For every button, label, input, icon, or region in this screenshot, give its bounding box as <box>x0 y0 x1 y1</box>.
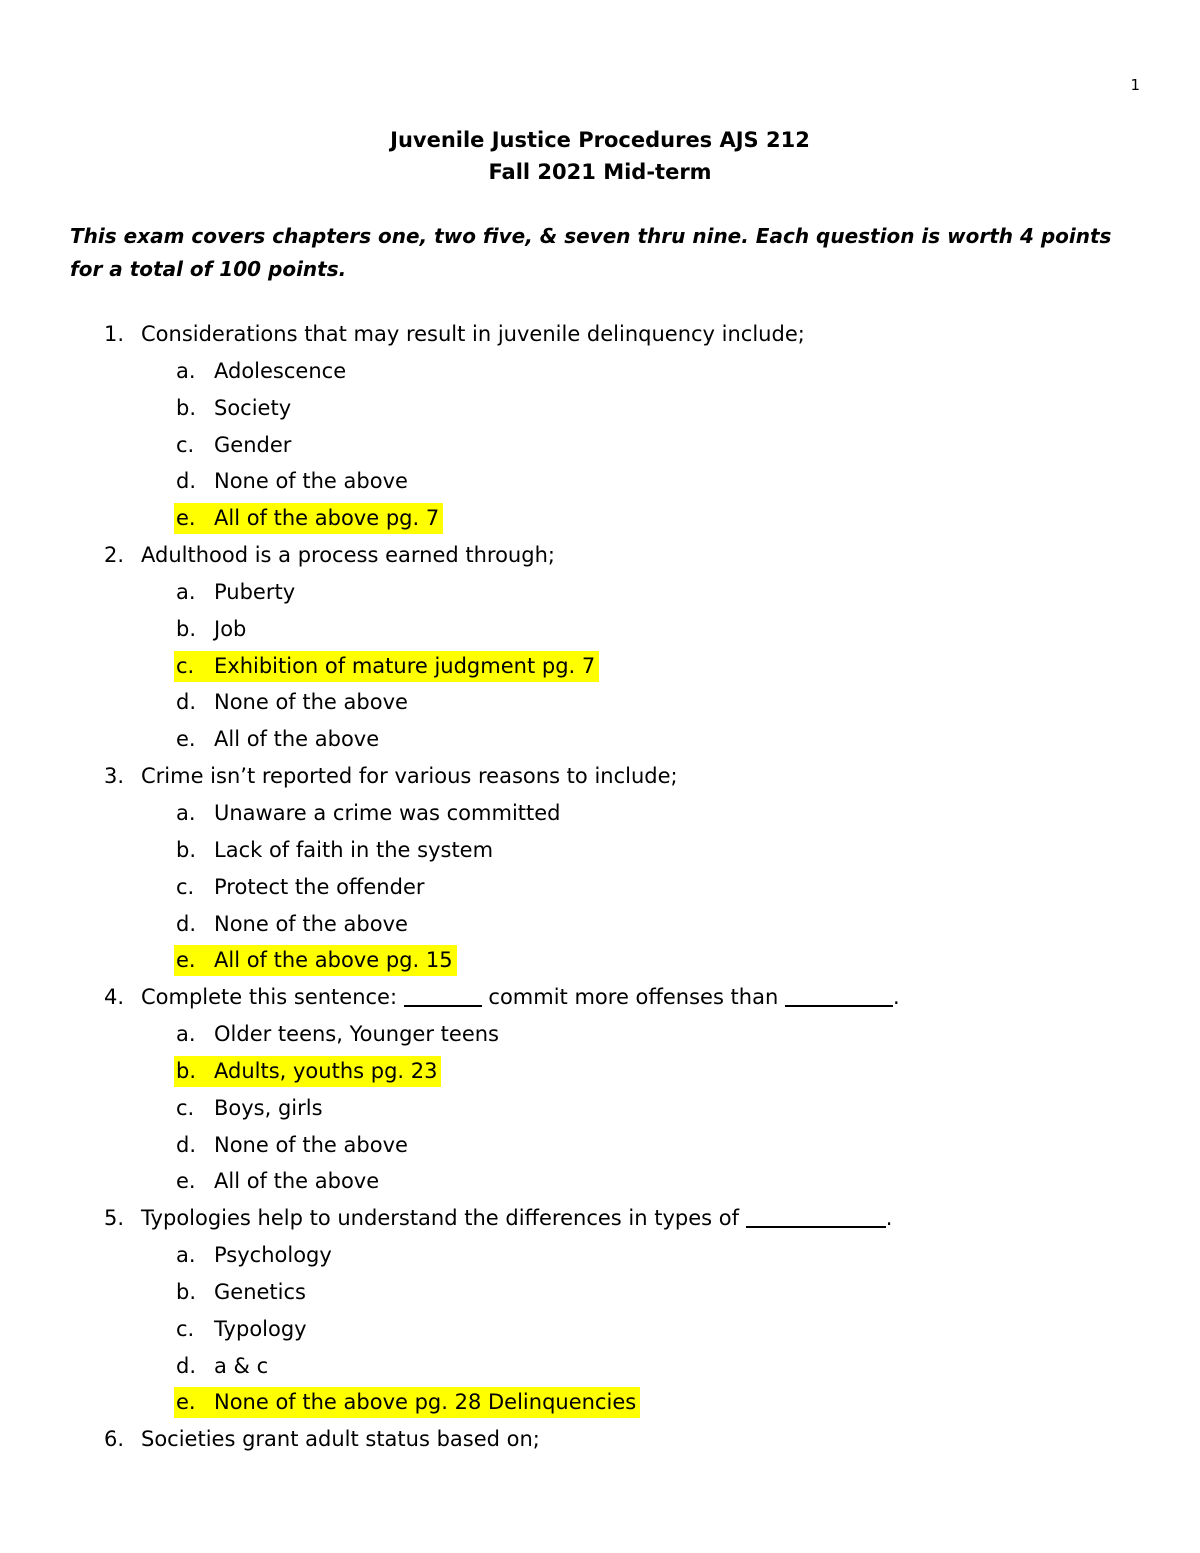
question-row <box>0 758 1200 795</box>
option-highlight <box>174 724 383 755</box>
option-letter: d. <box>176 911 197 936</box>
question-number: 2. <box>104 543 125 568</box>
question-number: 3. <box>104 764 125 789</box>
question-number: 1. <box>104 322 125 346</box>
option-highlight <box>174 1019 503 1050</box>
option-letter: b. <box>176 395 197 420</box>
option-letter: e. <box>176 1390 196 1415</box>
option-letter: a. <box>176 358 196 383</box>
answer-option <box>0 390 1200 427</box>
option-letter: c. <box>176 432 195 457</box>
option-letter: c. <box>176 1095 195 1120</box>
option-letter: c. <box>176 874 195 899</box>
question-3 <box>0 758 1200 979</box>
option-highlight <box>174 503 443 534</box>
exam-subtitle: Fall 2021 Mid-term <box>488 160 712 184</box>
answer-option <box>0 795 1200 832</box>
question-text: Considerations that may result in juvenile delinquency include; <box>141 322 805 346</box>
question-text: Societies grant adult status based on; <box>141 1427 540 1452</box>
question-text: Adulthood is a process earned through; <box>141 543 555 568</box>
answer-option <box>0 1163 1200 1200</box>
answer-option <box>0 1384 1200 1421</box>
option-text: Protect the offender <box>214 874 425 899</box>
option-highlight <box>174 466 412 497</box>
option-letter: e. <box>176 948 196 973</box>
option-highlight <box>174 1387 640 1418</box>
answer-option <box>0 1090 1200 1127</box>
option-letter: c. <box>176 1316 195 1341</box>
option-text: Adults, youths pg. 23 <box>214 1058 438 1083</box>
question-number: 4. <box>104 985 125 1010</box>
option-highlight <box>174 1130 412 1161</box>
option-highlight <box>174 687 412 718</box>
option-highlight <box>174 430 295 461</box>
option-text: None of the above pg. 28 Delinquencies <box>214 1390 637 1415</box>
option-text: Job <box>214 616 247 641</box>
answer-option <box>0 500 1200 537</box>
option-highlight <box>174 651 599 682</box>
option-text: Adolescence <box>214 358 347 383</box>
option-highlight <box>174 1093 327 1124</box>
option-letter: b. <box>176 1279 197 1304</box>
option-letter: a. <box>176 800 196 825</box>
option-highlight <box>174 1277 310 1308</box>
option-text: None of the above <box>214 911 408 936</box>
answer-blank <box>746 1202 886 1228</box>
question-row <box>0 537 1200 574</box>
question-row <box>0 1421 1200 1458</box>
answer-option <box>0 1053 1200 1090</box>
page-number: 1 <box>1130 76 1140 94</box>
option-highlight <box>174 614 250 645</box>
option-text: Lack of faith in the system <box>214 837 494 862</box>
option-letter: b. <box>176 616 197 641</box>
option-highlight <box>174 393 295 424</box>
question-1 <box>0 316 1200 537</box>
question-text-part: . <box>892 985 900 1010</box>
answer-option <box>0 574 1200 611</box>
question-text-part: commit more offenses than <box>481 985 785 1010</box>
option-letter: e. <box>176 506 196 531</box>
answer-option <box>0 1274 1200 1311</box>
option-highlight <box>174 577 299 608</box>
question-text-part: . <box>885 1206 893 1231</box>
option-highlight <box>174 909 412 940</box>
option-text: Puberty <box>214 579 296 604</box>
option-text: Boys, girls <box>214 1095 323 1120</box>
option-text: Psychology <box>214 1243 332 1268</box>
answer-option <box>0 427 1200 464</box>
answer-blank <box>404 981 482 1007</box>
option-text: All of the above pg. 7 <box>214 506 440 531</box>
answer-option <box>0 869 1200 906</box>
question-text: Crime isn’t reported for various reasons to include; <box>141 764 678 789</box>
answer-option <box>0 721 1200 758</box>
answer-option <box>0 648 1200 685</box>
option-highlight <box>174 1166 383 1197</box>
option-text: Typology <box>214 1316 307 1341</box>
option-highlight <box>174 1351 272 1382</box>
option-letter: e. <box>176 1169 196 1194</box>
option-text: Unaware a crime was committed <box>214 800 561 825</box>
option-text: None of the above <box>214 469 408 494</box>
question-row <box>0 316 1200 353</box>
option-letter: d. <box>176 690 197 715</box>
exam-header <box>0 124 1200 188</box>
option-letter: a. <box>176 1022 196 1047</box>
option-letter: b. <box>176 837 197 862</box>
option-highlight <box>174 356 350 387</box>
option-text: Gender <box>214 432 292 457</box>
question-text-part: Complete this sentence: <box>141 985 404 1010</box>
answer-option <box>0 906 1200 943</box>
option-letter: b. <box>176 1058 197 1083</box>
question-number: 5. <box>104 1206 125 1231</box>
question-list <box>0 316 1200 1458</box>
answer-option <box>0 611 1200 648</box>
option-text: a & c <box>214 1353 269 1378</box>
option-letter: e. <box>176 727 196 752</box>
answer-option <box>0 1016 1200 1053</box>
exam-instructions: This exam covers chapters one, two five, & seven thru nine. Each question is worth 4 points for a total of 100 points. <box>70 224 1112 281</box>
question-row <box>0 979 1200 1016</box>
question-number: 6. <box>104 1427 125 1452</box>
answer-option <box>0 942 1200 979</box>
answer-option <box>0 1237 1200 1274</box>
answer-option <box>0 1311 1200 1348</box>
option-letter: d. <box>176 1132 197 1157</box>
option-text: Society <box>214 395 292 420</box>
question-5 <box>0 1200 1200 1421</box>
option-highlight <box>174 835 497 866</box>
exam-title: Juvenile Justice Procedures AJS 212 <box>390 128 810 152</box>
option-text: Exhibition of mature judgment pg. 7 <box>214 653 596 678</box>
option-highlight <box>174 1240 336 1271</box>
option-text: All of the above <box>214 727 380 752</box>
answer-blank <box>785 981 893 1007</box>
option-text: All of the above pg. 15 <box>214 948 453 973</box>
option-letter: d. <box>176 1353 197 1378</box>
answer-option <box>0 1348 1200 1385</box>
option-letter: c. <box>176 653 195 678</box>
answer-option <box>0 353 1200 390</box>
option-text: None of the above <box>214 1132 408 1157</box>
option-text: None of the above <box>214 690 408 715</box>
option-highlight <box>174 945 457 976</box>
option-highlight <box>174 798 565 829</box>
option-letter: a. <box>176 579 196 604</box>
answer-option <box>0 1127 1200 1164</box>
answer-option <box>0 463 1200 500</box>
question-6 <box>0 1421 1200 1458</box>
answer-option <box>0 684 1200 721</box>
option-highlight <box>174 872 429 903</box>
option-text: All of the above <box>214 1169 380 1194</box>
question-text <box>141 979 900 1016</box>
question-text <box>141 1200 892 1237</box>
option-highlight <box>174 1056 441 1087</box>
option-letter: a. <box>176 1243 196 1268</box>
option-text: Older teens, Younger teens <box>214 1022 499 1047</box>
option-letter: d. <box>176 469 197 494</box>
option-highlight <box>174 1314 311 1345</box>
answer-option <box>0 832 1200 869</box>
option-text: Genetics <box>214 1279 306 1304</box>
question-4 <box>0 979 1200 1200</box>
question-row <box>0 1200 1200 1237</box>
question-text-part: Typologies help to understand the differences in types of <box>141 1206 746 1231</box>
question-2 <box>0 537 1200 758</box>
